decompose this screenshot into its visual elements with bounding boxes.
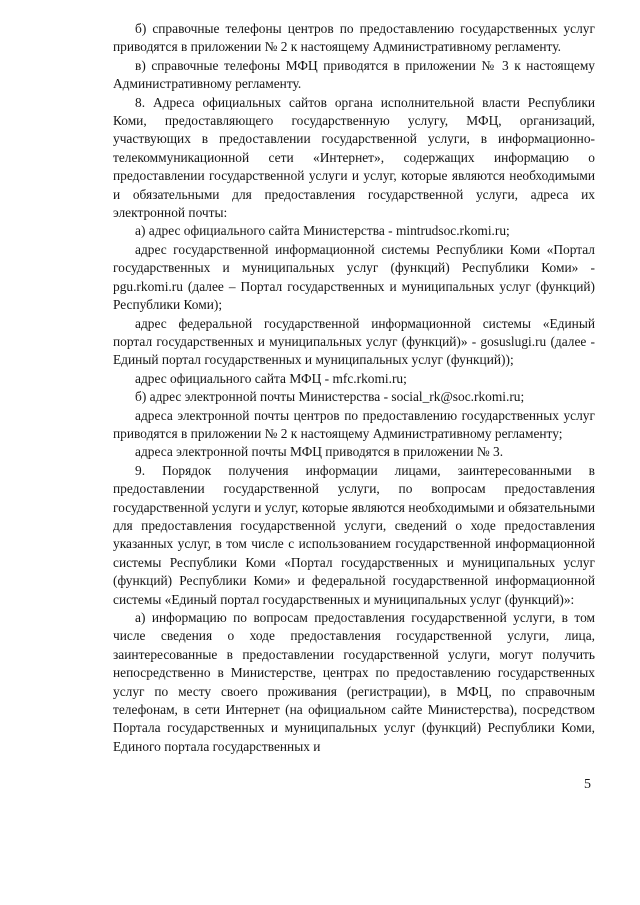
paragraph-section-9a: а) информацию по вопросам предоставления государственной услуги, в том числе сведения о ходе предоставления государственной услуги, лица, заинтересованные в предоставлении государственной услуги, могут получить непосредственно в Министерстве, центрах по предоставлению государственных услуг по месту своего проживания (регистрации), в МФЦ, по справочным телефонам, в сети Интернет (на официальном сайте Министерства), посредством Портала государственных и муниципальных услуг (функций) Республики Коми, Единого портала государственных и (113, 610, 595, 754)
paragraph-regional-portal: адрес государственной информационной системы Республики Коми «Портал государственных и муниципальных услуг (функций) Республики Коми» - pgu.rkomi.ru (далее – Портал государственных и муниципальных услуг (функций) Республики Коми); (113, 241, 595, 313)
paragraph-section-8: 8. Адреса официальных сайтов органа исполнительной власти Республики Коми, предоставляющего государственную услугу, МФЦ, организаций, участвующих в предоставлении государственной услуги, в информационно-телекоммуникационной сети «Интернет», содержащих информацию о предоставлении государственной услуги и услуг, которые являются необходимыми и обязательными для предоставления государственной услуги, адреса их электронной почты: (113, 94, 595, 221)
paragraph-federal-portal: адрес федеральной государственной информационной системы «Единый портал государственных и муниципальных услуг (функций)» - gosuslugi.ru (далее - Единый портал государственных и муниципальных услуг (функций)); (113, 315, 595, 368)
paragraph-ministry-email: б) адрес электронной почты Министерства - social_rk@soc.rkomi.ru; (135, 389, 525, 405)
paragraph-mfc-email: адреса электронной почты МФЦ приводятся в приложении № 3. (135, 444, 504, 460)
paragraph-mfc-site: адрес официального сайта МФЦ - mfc.rkomi.ru; (135, 370, 407, 386)
paragraph-ministry-site: а) адрес официального сайта Министерства - mintrudsoc.rkomi.ru; (135, 223, 510, 239)
paragraph-reference-phones-centers: б) справочные телефоны центров по предоставлению государственных услуг приводятся в приложении № 2 к настоящему Административному регламенту. (113, 21, 595, 55)
paragraph-reference-phones-mfc: в) справочные телефоны МФЦ приводятся в приложении № 3 к настоящему Административному регламенту. (113, 57, 595, 92)
paragraph-centers-email: адреса электронной почты центров по предоставлению государственных услуг приводятся в приложении № 2 к настоящему Административному регламенту; (113, 407, 595, 441)
paragraph-section-9: 9. Порядок получения информации лицами, заинтересованными в предоставлении государственной услуги, по вопросам предоставления государственной услуги и услуг, которые являются необходимыми и обязательными для предоставления государственной услуги, сведений о ходе предоставления указанных услуг, в том числе с использованием государственной информационной системы Республики Коми «Портал государственных и муниципальных услуг (функций) Республики Коми» и федеральной государственной информационной системы «Единый портал государственных и муниципальных услуг (функций)»: (113, 462, 595, 607)
page-number: 5 (584, 777, 591, 792)
document-body (113, 20, 595, 756)
